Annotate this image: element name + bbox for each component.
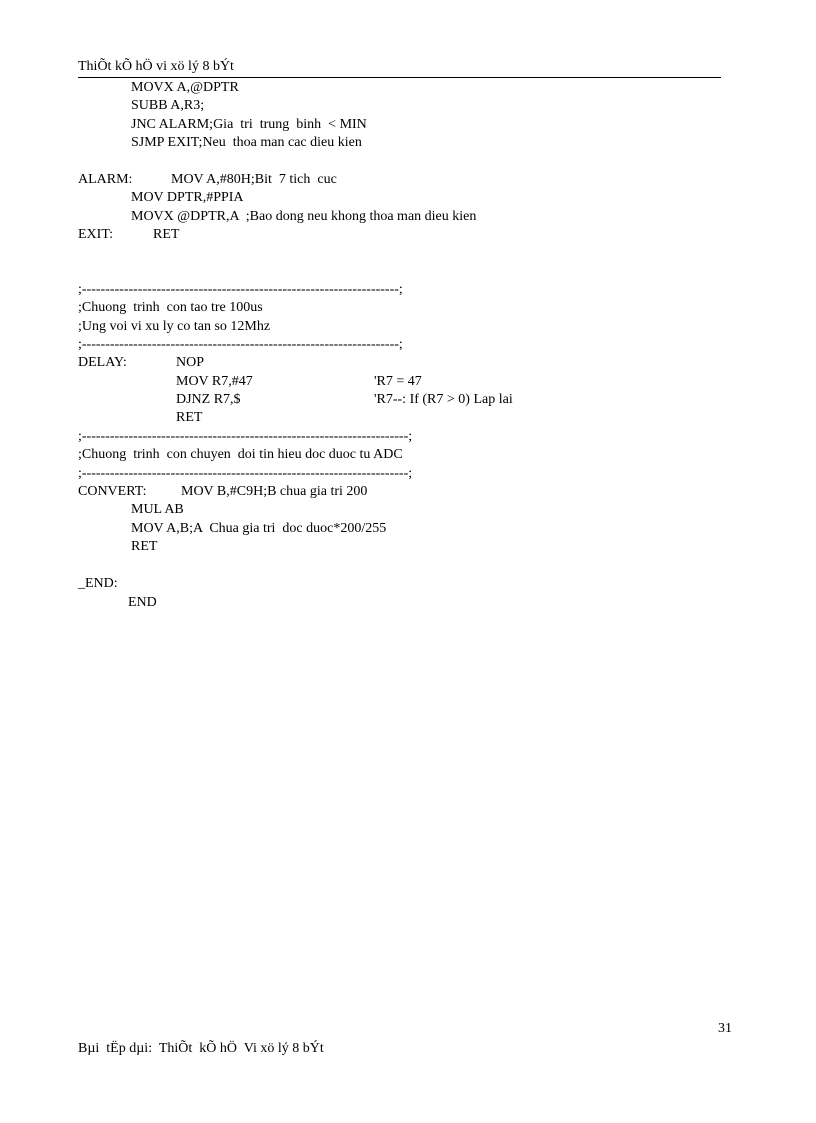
code-line: DJNZ R7,$ — [176, 392, 241, 407]
code-label: _END: — [78, 576, 118, 591]
code-line: SJMP EXIT;Neu thoa man cac dieu kien — [131, 135, 362, 150]
code-line: MOV R7,#47 — [176, 374, 253, 389]
code-label: EXIT: — [78, 227, 114, 242]
code-line: NOP — [176, 355, 205, 370]
page-header — [78, 58, 721, 78]
code-line: END — [128, 595, 157, 610]
code-line: MUL AB — [131, 502, 184, 517]
code-line: MOVX @DPTR,A ;Bao dong neu khong thoa man dieu kien — [131, 209, 477, 224]
code-comment: 'R7--: If (R7 > 0) Lap lai — [374, 392, 513, 407]
page-number: 31 — [718, 1021, 732, 1036]
page-footer: Bµi tËp dµi: ThiÕt kÕ hÖ Vi xö lý 8 bÝt — [78, 1041, 324, 1056]
code-line: JNC ALARM;Gia tri trung binh < MIN — [131, 117, 367, 132]
comment-separator: ;--------------------------------------------------------------------; — [78, 337, 403, 352]
code-comment: 'R7 = 47 — [374, 374, 422, 389]
code-label: DELAY: — [78, 355, 127, 370]
comment-separator: ;----------------------------------------------------------------------; — [78, 429, 413, 444]
comment-separator: ;--------------------------------------------------------------------; — [78, 282, 403, 297]
code-line: MOV A,B;A Chua gia tri doc duoc*200/255 — [131, 521, 387, 536]
code-line: MOV DPTR,#PPIA — [131, 190, 244, 205]
comment-separator: ;----------------------------------------------------------------------; — [78, 466, 413, 481]
code-line: RET — [131, 539, 158, 554]
comment-line: ;Chuong trinh con chuyen doi tin hieu doc duoc tu ADC — [78, 447, 403, 462]
code-label: CONVERT: — [78, 484, 147, 499]
code-line: SUBB A,R3; — [131, 98, 205, 113]
code-line: MOV A,#80H;Bit 7 tich cuc — [171, 172, 337, 187]
comment-line: ;Chuong trinh con tao tre 100us — [78, 300, 263, 315]
code-line: RET — [153, 227, 180, 242]
comment-line: ;Ung voi vi xu ly co tan so 12Mhz — [78, 319, 271, 334]
code-line: RET — [176, 410, 203, 425]
code-line: MOV B,#C9H;B chua gia tri 200 — [181, 484, 368, 499]
header-title: ThiÕt kÕ hÖ vi xö lý 8 bÝt — [78, 59, 234, 74]
code-label: ALARM: — [78, 172, 133, 187]
code-line: MOVX A,@DPTR — [131, 80, 239, 95]
